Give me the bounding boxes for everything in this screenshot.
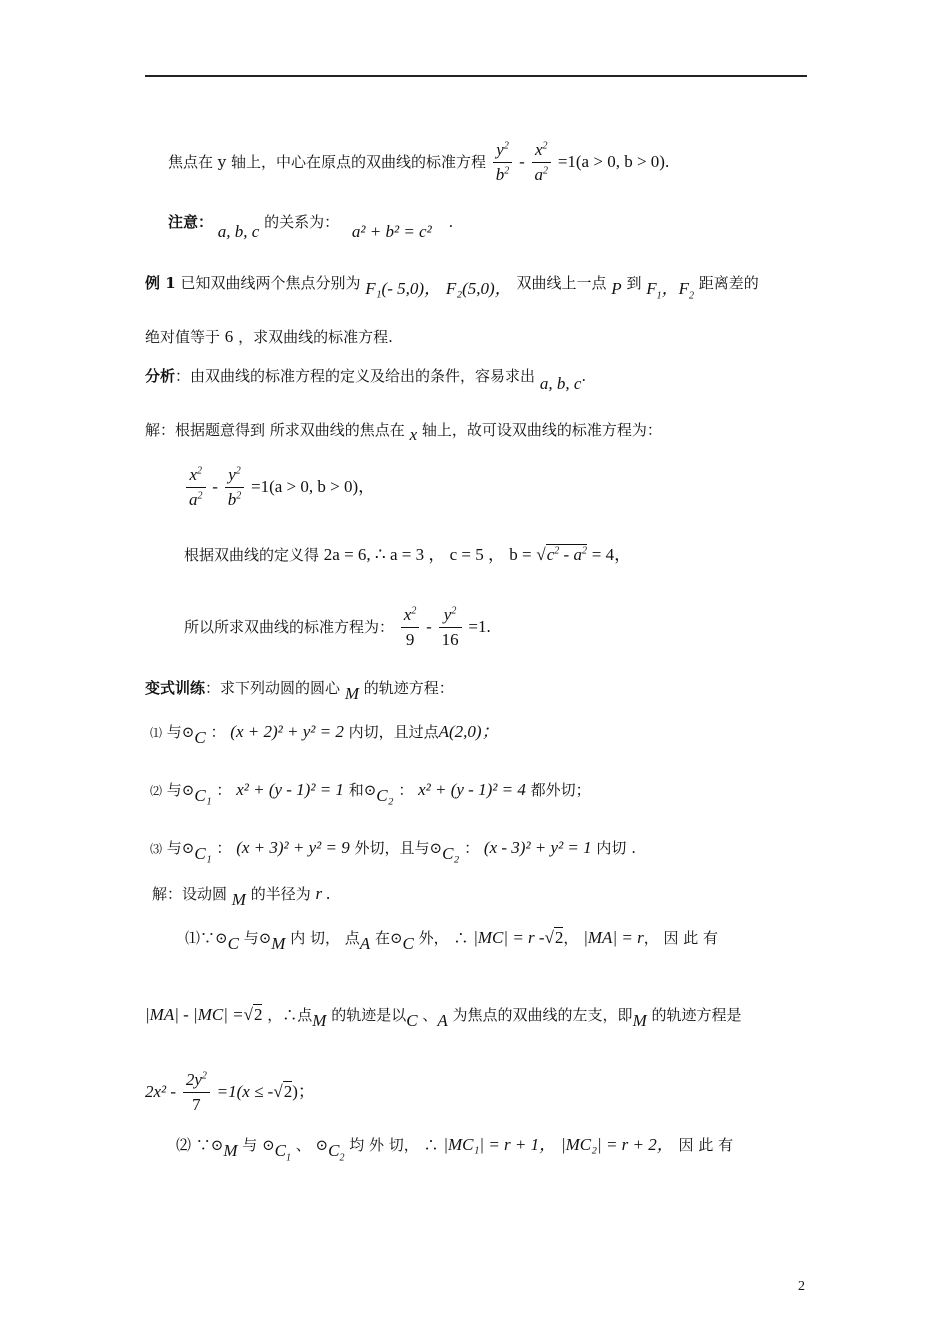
- solution2-part1-line1: ⑴∵⊙C 与⊙M 内 切， 点A 在⊙C 外， ∴ |MC| = r -√2， |MA| = r， 因 此 有: [185, 928, 719, 953]
- training-item-3: ⑶ 与⊙C₁ ： (x + 3)² + y² = 9 外切，且与⊙C₂ ： (x - 3)² + y² = 1 内切 .: [150, 838, 636, 863]
- text-line-hyperbola-y-axis: 焦点在 y 轴上，中心在原点的双曲线的标准方程 $\frac{y^2}{b^2}$ - $\frac{x^2}{a^2}$ =1(a > 0, b > 0).: [168, 140, 670, 185]
- solution-result-line: 所以所求双曲线的标准方程为： $\frac{x^2}{9}$ - $\frac{y^2}{16}$ =1.: [184, 605, 491, 650]
- page-number: 2: [798, 1279, 805, 1294]
- solution-line-1: 解：根据题意得到 所求双曲线的焦点在 x 轴上，故可设双曲线的标准方程为：: [145, 421, 662, 444]
- fraction-x2-a2: $\frac{x^2}{a^2}$: [532, 140, 552, 186]
- solution2-part1-line2: |MA| - |MC| =√2 ，∴点M 的轨迹是以C 、A 为焦点的双曲线的左支，即M 的轨迹方程是: [145, 1005, 742, 1030]
- training-item-1: ⑴ 与⊙C ： (x + 2)² + y² = 2 内切，且过点A(2,0)；: [150, 722, 499, 747]
- note-line: 注意： a, b, c 的关系为： a² + b² = c² .: [168, 213, 454, 241]
- solution-equation-1: $\frac{x^2}{a^2}$ - $\frac{y^2}{b^2}$ =1(a > 0, b > 0)，: [184, 465, 375, 511]
- example-1-line: 例 1 已知双曲线两个焦点分别为 F₁(- 5,0)， F₂(5,0)， 双曲线上一点 P 到 $F_1$，$F_2$ 距离差的: [145, 274, 759, 302]
- solution2-part1-result: 2x² - $\frac{2y^2}{7}$ =1(x ≤ -√2)；: [145, 1070, 315, 1115]
- solution2-part2-line1: ⑵ ∵⊙M 与 $⊙C_1$ 、 $⊙C_2$ 均 外 切， ∴ |MC₁| = r + 1， |MC₂| = r + 2， 因 此 有: [176, 1135, 734, 1164]
- fraction-y2-b2: $\frac{y^2}{b^2}$: [493, 140, 513, 186]
- solution-definition-line: 根据双曲线的定义得 2a = 6, ∴ a = 3 ， c = 5 ， $b = √c^2 - a^2 = 4$，: [184, 545, 632, 564]
- analysis-line: 分析：由双曲线的标准方程的定义及给出的条件，容易求出 a, b, c.: [145, 367, 587, 393]
- example-1-line-2: 绝对值等于 6 ，求双曲线的标准方程.: [145, 327, 393, 346]
- training-line: 变式训练：求下列动圆的圆心 M 的轨迹方程：: [145, 679, 454, 703]
- training-item-2: ⑵ 与⊙C₁ ： x² + (y - 1)² = 1 和⊙C₂ ： x² + (y - 1)² = 4 都外切；: [150, 780, 591, 805]
- solution2-intro: 解：设动圆 M 的半径为 r .: [152, 884, 331, 909]
- header-rule: [145, 75, 807, 77]
